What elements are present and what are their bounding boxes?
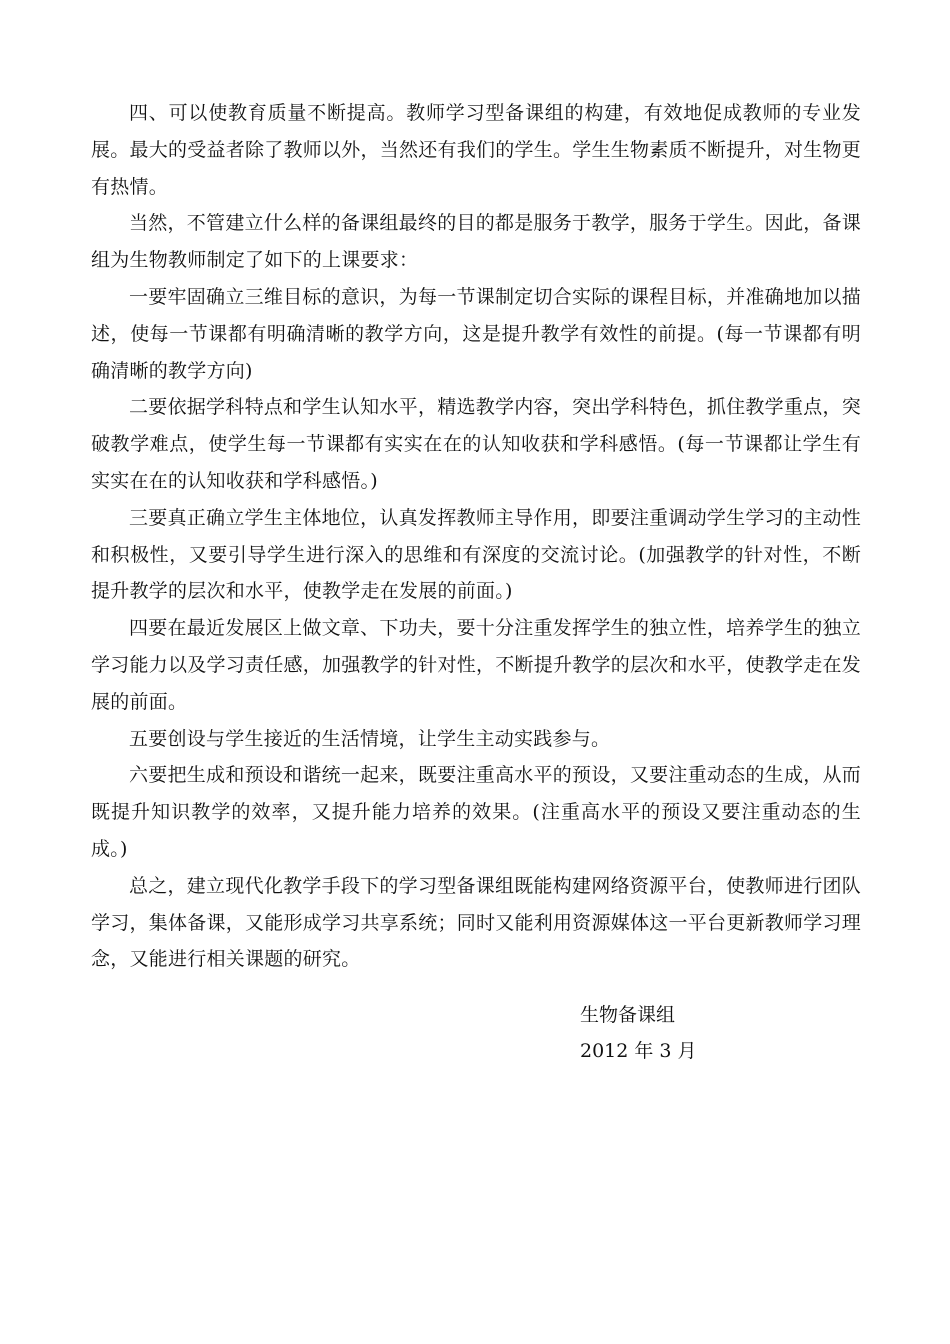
signature-group: 生物备课组 [580, 1004, 676, 1026]
paragraph-requirement-5: 五要创设与学生接近的生活情境，让学生主动实践参与。 [129, 727, 611, 750]
signature-block [580, 997, 697, 1069]
paragraph-requirement-2: 二要依据学科特点和学生认知水平，精选教学内容，突出学科特色，抓住教学重点，突破教学难点，使学生每一节课都有实实在在的认知收获和学科感悟。(每一节课都让学生有实实在在的认知收获和学科感悟。) [91, 396, 861, 492]
paragraph-requirement-1: 一要牢固确立三维目标的意识，为每一节课制定切合实际的课程目标，并准确地加以描述，使每一节课都有明确清晰的教学方向，这是提升教学有效性的前提。(每一节课都有明确清晰的教学方向) [91, 285, 861, 382]
signature-date: 2012 年 3 月 [580, 1040, 697, 1062]
paragraph-requirement-6: 六要把生成和预设和谐统一起来，既要注重高水平的预设，又要注重动态的生成，从而既提升知识教学的效率，又提升能力培养的效果。(注重高水平的预设又要注重动态的生成。) [91, 764, 861, 860]
paragraph-quality-improvement: 四、可以使教育质量不断提高。教师学习型备课组的构建，有效地促成教师的专业发展。最大的受益者除了教师以外，当然还有我们的学生。学生生物素质不断提升，对生物更有热情。 [91, 102, 862, 198]
document-body [91, 95, 861, 978]
paragraph-purpose: 当然，不管建立什么样的备课组最终的目的都是服务于教学，服务于学生。因此，备课组为生物教师制定了如下的上课要求： [91, 212, 861, 272]
paragraph-conclusion: 总之，建立现代化教学手段下的学习型备课组既能构建网络资源平台，使教师进行团队学习，集体备课，又能形成学习共享系统；同时又能利用资源媒体这一平台更新教师学习理念，又能进行相关课题的研究。 [91, 874, 862, 971]
paragraph-requirement-4: 四要在最近发展区上做文章、下功夫，要十分注重发挥学生的独立性，培养学生的独立学习能力以及学习责任感，加强教学的针对性，不断提升教学的层次和水平，使教学走在发展的前面。 [91, 617, 862, 713]
paragraph-requirement-3: 三要真正确立学生主体地位，认真发挥教师主导作用，即要注重调动学生学习的主动性和积极性，又要引导学生进行深入的思维和有深度的交流讨论。(加强教学的针对性，不断提升教学的层次和水平，使教学走在发展的前面。) [91, 506, 861, 603]
